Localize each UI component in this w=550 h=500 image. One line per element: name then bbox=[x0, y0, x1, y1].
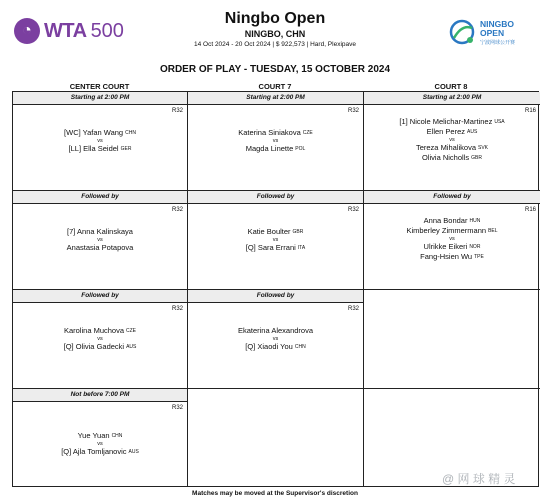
ningbo-logo-line2: OPEN bbox=[480, 28, 505, 38]
match-players bbox=[13, 227, 187, 253]
player-name: Magda Linette bbox=[245, 144, 294, 153]
player-country: AUS bbox=[467, 129, 478, 135]
footer-note: Matches may be moved at the Supervisor's discretion bbox=[192, 490, 358, 497]
match-cell-center-3 bbox=[13, 290, 188, 389]
slot-time-label: Followed by bbox=[188, 290, 363, 303]
tennis-ball-icon: ◔ bbox=[14, 18, 40, 44]
empty-cell-court7-4 bbox=[188, 389, 364, 486]
match-cell-center-2 bbox=[13, 191, 188, 290]
schedule-grid bbox=[12, 91, 539, 487]
player-country: SVK bbox=[478, 145, 489, 151]
watermark: @ 网 球 精 灵 bbox=[442, 472, 516, 486]
ningbo-logo-line1: NINGBO bbox=[480, 19, 514, 29]
match-players-doubles bbox=[364, 216, 540, 262]
round-label: R32 bbox=[171, 207, 183, 213]
court-header-8: COURT 8 bbox=[434, 82, 468, 91]
slot-time-label: Followed by bbox=[13, 191, 187, 204]
vs-label: vs bbox=[97, 138, 103, 144]
match-cell-court8-1 bbox=[364, 92, 540, 191]
wta500-logo bbox=[14, 14, 124, 48]
match-players bbox=[188, 227, 363, 253]
player-country: AUS bbox=[128, 449, 139, 455]
match-cell-center-4 bbox=[13, 389, 188, 486]
player-country: USA bbox=[494, 119, 505, 125]
player-name: Anna Bondar bbox=[423, 216, 468, 225]
player-name: [1] Nicole Melichar-Martinez bbox=[399, 117, 493, 126]
player-country: CHN bbox=[125, 130, 136, 136]
player-name: Yue Yuan bbox=[77, 431, 110, 440]
match-players-doubles bbox=[364, 117, 540, 163]
player-country: ITA bbox=[297, 245, 306, 251]
tournament-header bbox=[150, 10, 400, 50]
player-name: Olivia Nicholls bbox=[422, 153, 470, 162]
player-name: Ellen Perez bbox=[426, 127, 466, 136]
slot-time-label: Followed by bbox=[188, 191, 363, 204]
slot-time-label: Starting at 2:00 PM bbox=[13, 92, 187, 105]
ningbo-logo-cn: 宁波网球公开赛 bbox=[480, 40, 516, 46]
player-name: Ekaterina Alexandrova bbox=[237, 326, 314, 335]
vs-label: vs bbox=[272, 237, 279, 243]
player-country: CZE bbox=[126, 328, 137, 334]
player-country: GBR bbox=[471, 155, 482, 161]
tournament-city: NINGBO, CHN bbox=[244, 29, 306, 39]
player-country: CHN bbox=[111, 433, 123, 439]
player-country: CZE bbox=[302, 130, 313, 136]
player-name: Karolina Muchova bbox=[63, 326, 125, 335]
round-label: R32 bbox=[171, 306, 183, 312]
player-name: Ulrikke Eikeri bbox=[423, 242, 468, 251]
wta-logo-text: WTA bbox=[44, 19, 87, 42]
slot-time-label: Followed by bbox=[364, 191, 540, 204]
player-country: CHN bbox=[294, 344, 306, 350]
player-name: [Q] Xiaodi You bbox=[245, 342, 293, 351]
player-name: Katerina Siniakova bbox=[238, 128, 301, 137]
player-name: Fang-Hsien Wu bbox=[420, 252, 473, 261]
vs-label: vs bbox=[272, 138, 279, 144]
player-country: BEL bbox=[488, 228, 498, 234]
tournament-title: Ningbo Open bbox=[224, 10, 326, 27]
slot-time-label: Not before 7:00 PM bbox=[13, 389, 187, 402]
vs-label: vs bbox=[449, 236, 455, 242]
round-label: R32 bbox=[171, 405, 183, 411]
round-label: R32 bbox=[171, 108, 183, 114]
match-cell-court7-2 bbox=[188, 191, 364, 290]
ningbo-open-logo bbox=[448, 18, 538, 48]
tournament-info: 14 Oct 2024 - 20 Oct 2024 | $ 922,573 | Hard, Plexipave bbox=[193, 41, 356, 48]
round-label: R32 bbox=[347, 207, 359, 213]
round-label: R16 bbox=[524, 108, 536, 114]
vs-label: vs bbox=[449, 137, 455, 143]
player-name: Kimberley Zimmermann bbox=[406, 226, 487, 235]
player-country: GBR bbox=[292, 229, 304, 235]
player-name: [Q] Olivia Gadecki bbox=[63, 342, 125, 351]
order-of-play-title: ORDER OF PLAY - TUESDAY, 15 OCTOBER 2024 bbox=[159, 64, 391, 75]
court-header-7: COURT 7 bbox=[258, 82, 292, 91]
court-header-center: CENTER COURT bbox=[69, 82, 130, 91]
match-players bbox=[13, 431, 187, 457]
player-name: Anastasia Potapova bbox=[66, 243, 134, 252]
match-cell-court7-1 bbox=[188, 92, 364, 191]
round-label: R32 bbox=[347, 306, 359, 312]
round-label: R16 bbox=[524, 207, 536, 213]
slot-time-label: Starting at 2:00 PM bbox=[188, 92, 363, 105]
player-name: [7] Anna Kalinskaya bbox=[67, 227, 133, 236]
vs-label: vs bbox=[97, 336, 103, 342]
slot-time-label: Followed by bbox=[13, 290, 187, 303]
match-players bbox=[13, 128, 187, 154]
vs-label: vs bbox=[97, 441, 103, 447]
round-label: R32 bbox=[347, 108, 359, 114]
vs-label: vs bbox=[97, 237, 103, 243]
match-cell-court8-2 bbox=[364, 191, 540, 290]
player-country: HUN bbox=[469, 218, 481, 224]
player-name: [WC] Yafan Wang bbox=[64, 128, 124, 137]
player-country: TPE bbox=[474, 254, 484, 260]
match-cell-court7-3 bbox=[188, 290, 364, 389]
player-country: GER bbox=[120, 146, 132, 152]
player-name: [LL] Ella Seidel bbox=[68, 144, 119, 153]
match-players bbox=[188, 326, 363, 352]
player-country: AUS bbox=[126, 344, 137, 350]
player-country: POL bbox=[295, 146, 306, 152]
player-name: [Q] Ajla Tomljanovic bbox=[61, 447, 127, 456]
ningbo-tennis-mark-icon bbox=[448, 18, 478, 48]
player-country: NOR bbox=[469, 244, 481, 250]
empty-cell-court8-3 bbox=[364, 290, 540, 389]
player-name: Katie Boulter bbox=[247, 227, 291, 236]
slot-time-label: Starting at 2:00 PM bbox=[364, 92, 540, 105]
vs-label: vs bbox=[272, 336, 279, 342]
player-name: [Q] Sara Errani bbox=[245, 243, 296, 252]
player-name: Tereza Mihalikova bbox=[415, 143, 476, 152]
match-players bbox=[188, 128, 363, 154]
wta-logo-number: 500 bbox=[90, 19, 124, 42]
match-players bbox=[13, 326, 187, 352]
match-cell-center-1 bbox=[13, 92, 188, 191]
